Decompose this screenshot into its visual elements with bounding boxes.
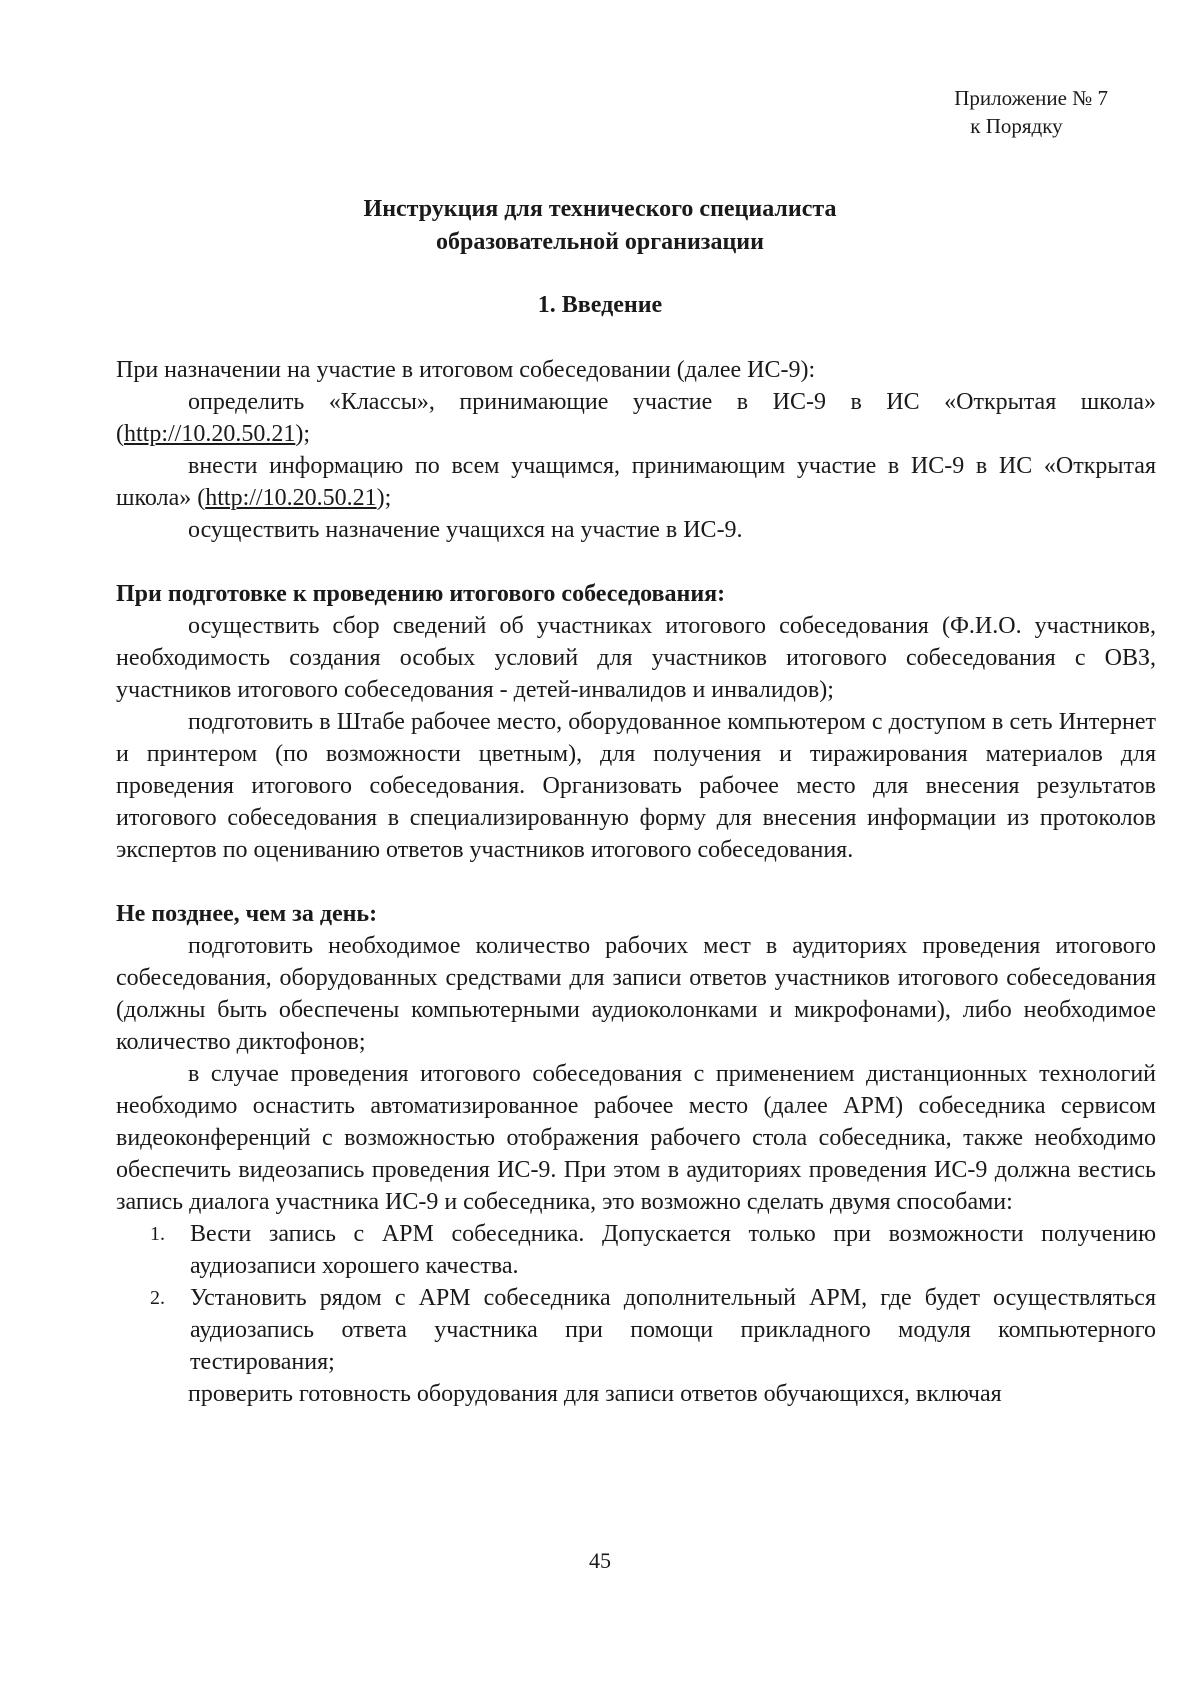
day-before-heading: Не позднее, чем за день: xyxy=(116,901,378,927)
title-line-1: Инструкция для технического специалиста xyxy=(363,196,837,222)
intro-item-1-end: ); xyxy=(295,421,311,447)
document-title xyxy=(0,193,1200,259)
intro-item-1-link[interactable]: http://10.20.50.21 xyxy=(124,421,296,447)
day-before-paragraph-2: в случае проведения итогового собеседования с применением дистанционных технологий необходимо оснастить автоматизированное рабочее место (далее АРМ) собеседника сервисом видеоконференций с возможностью отображения рабочего стола собеседника, также необходимо обеспечить видеозапись проведения ИС-9. При этом в аудиториях проведения ИС-9 должна вестись запись диалога участника ИС-9 и собеседника, это возможно сделать двумя способами: xyxy=(116,1061,1156,1215)
intro-item-3: осуществить назначение учащихся на участие в ИС-9. xyxy=(188,517,743,543)
prep-paragraph-1: осуществить сбор сведений об участниках итогового собеседования (Ф.И.О. участников, необходимость создания особых условий для участников итогового собеседования с ОВЗ, участников итогового собеседования - детей-инвалидов и инвалидов); xyxy=(116,613,1156,703)
spacer xyxy=(116,546,1156,578)
day-before-paragraph-3: проверить готовность оборудования для записи ответов обучающихся, включая xyxy=(188,1381,1002,1407)
appendix-line-1: Приложение № 7 xyxy=(954,86,1108,110)
page-number: 45 xyxy=(589,1548,611,1573)
intro-lead: При назначении на участие в итоговом собеседовании (далее ИС-9): xyxy=(116,357,816,383)
spacer xyxy=(116,866,1156,898)
appendix-line-2: к Порядку xyxy=(970,114,1063,138)
list-item-1-text: Вести запись с АРМ собеседника. Допускается только при возможности получению аудиозаписи хорошего качества. xyxy=(190,1221,1156,1279)
list-item-1 xyxy=(116,1218,1156,1282)
document-body xyxy=(116,354,1156,1410)
appendix-label xyxy=(954,84,1108,140)
list-item-2-text: Установить рядом с АРМ собеседника дополнительный АРМ, где будет осуществляться аудиозапись ответа участника при помощи прикладного модуля компьютерного тестирования; xyxy=(190,1285,1156,1375)
intro-item-2-link[interactable]: http://10.20.50.21 xyxy=(205,485,377,511)
list-item-1-number: 1. xyxy=(150,1223,165,1245)
list-item-2-number: 2. xyxy=(150,1287,165,1309)
prep-paragraph-2: подготовить в Штабе рабочее место, оборудованное компьютером с доступом в сеть Интернет и принтером (по возможности цветным), для получения и тиражирования материалов для проведения итогового собеседования. Организовать рабочее место для внесения результатов итогового собеседования в специализированную форму для внесения информации из протоколов экспертов по оцениванию ответов участников итогового собеседования. xyxy=(116,709,1156,863)
intro-item-2 xyxy=(116,450,1156,514)
intro-item-1 xyxy=(116,386,1156,450)
prep-heading: При подготовке к проведению итогового собеседования: xyxy=(116,581,726,607)
intro-item-2-text: внести информацию по всем учащимся, принимающим участие в ИС-9 в ИС «Открытая школа» ( xyxy=(116,453,1156,511)
intro-item-2-end: ); xyxy=(376,485,392,511)
section-heading-introduction: 1. Введение xyxy=(537,292,663,318)
title-line-2: образовательной организации xyxy=(436,229,764,255)
intro-item-1-text: определить «Классы», принимающие участие в ИС-9 в ИС «Открытая школа» ( xyxy=(116,389,1156,447)
day-before-paragraph-1: подготовить необходимое количество рабочих мест в аудиториях проведения итогового собеседования, оборудованных средствами для записи ответов участников итогового собеседования (должны быть обеспечены компьютерными аудиоколонками и микрофонами), либо необходимое количество диктофонов; xyxy=(116,933,1156,1055)
list-item-2 xyxy=(116,1282,1156,1378)
